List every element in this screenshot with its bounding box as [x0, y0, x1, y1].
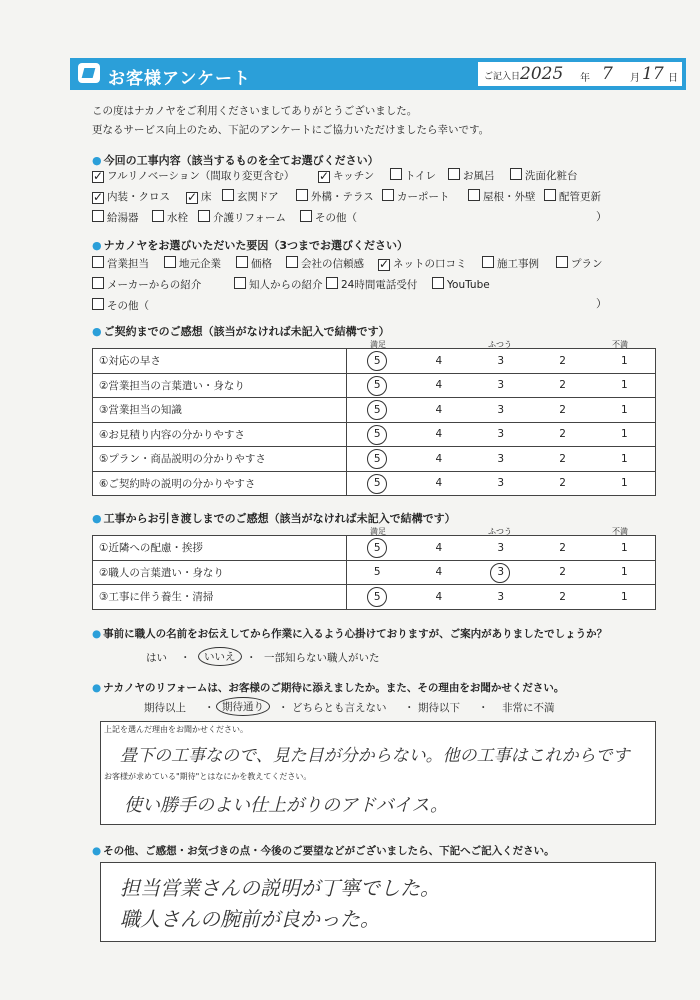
q3-row-label: ④お見積り内容の分かりやすさ [93, 422, 347, 447]
q1-option[interactable]: 玄関ドア [222, 189, 279, 204]
table-row [93, 536, 656, 561]
q3-row-label: ①対応の早さ [93, 349, 347, 374]
score-cell[interactable]: 1 [594, 585, 656, 610]
q6-reason-answer: 畳下の工事なので、見た目が分からない。他の工事はこれからです [120, 746, 630, 766]
selected-circle [367, 474, 387, 494]
q4-rating-table [92, 535, 656, 610]
q1-option[interactable]: ✓ 床 [186, 189, 212, 204]
q6-option: ・ [204, 702, 215, 714]
q3-scale-mid: ふつう [488, 340, 512, 349]
month-unit: 月 [630, 73, 640, 84]
q3-title: ● ご契約までのご感想（該当がなければ未記入で結構です） [92, 323, 390, 339]
score-cell[interactable]: 3 [470, 585, 532, 610]
score-cell[interactable]: 2 [532, 398, 594, 423]
intro-line-2: 更なるサービス向上のため、下記のアンケートにご協力いただけましたら幸いです。 [92, 124, 490, 136]
selected-circle [490, 563, 510, 583]
score-cell[interactable]: 3 [470, 349, 532, 374]
q2-option[interactable]: メーカーからの紹介 [92, 277, 201, 292]
score-cell[interactable]: 3 [470, 560, 532, 585]
score-cell[interactable]: 1 [594, 373, 656, 398]
score-cell[interactable]: 4 [408, 373, 470, 398]
q1-option[interactable]: カーポート [382, 189, 450, 204]
q2-option[interactable]: 24時間電話受付 [326, 277, 417, 292]
score-cell[interactable]: 4 [408, 585, 470, 610]
q1-close-paren: ） [596, 210, 607, 223]
score-cell[interactable]: 1 [594, 471, 656, 496]
score-cell[interactable]: 2 [532, 422, 594, 447]
q6-expect-answer: 使い勝手のよい仕上がりのアドバイス。 [124, 795, 448, 816]
score-cell[interactable]: 5 [346, 373, 408, 398]
q7-answer-line-2: 職人さんの腕前が良かった。 [120, 907, 380, 931]
q1-option[interactable]: 洗面化粧台 [510, 168, 578, 183]
q3-row-label: ⑥ご契約時の説明の分かりやすさ [93, 471, 347, 496]
score-cell[interactable]: 5 [346, 471, 408, 496]
date-month: 7 [602, 64, 613, 84]
score-cell[interactable]: 1 [594, 447, 656, 472]
table-row [93, 349, 656, 374]
q4-scale-low: 不満 [612, 527, 628, 536]
q4-row-label: ②職人の言葉遣い・身なり [93, 560, 347, 585]
q4-scale-high: 満足 [370, 527, 386, 536]
score-cell[interactable]: 5 [346, 349, 408, 374]
q1-option[interactable]: ✓ キッチン [318, 168, 374, 183]
q1-option[interactable]: トイレ [390, 168, 436, 183]
selected-circle [367, 538, 387, 558]
score-cell[interactable]: 3 [470, 447, 532, 472]
q2-option[interactable]: 営業担当 [92, 256, 149, 271]
score-cell[interactable]: 4 [408, 447, 470, 472]
score-cell[interactable]: 3 [470, 536, 532, 561]
table-row [93, 373, 656, 398]
score-cell[interactable]: 2 [532, 536, 594, 561]
date-label: ご記入日 [484, 72, 521, 82]
score-cell[interactable]: 2 [532, 373, 594, 398]
q2-option[interactable]: 価格 [236, 256, 272, 271]
q1-option[interactable]: 屋根・外壁 [468, 189, 536, 204]
selected-circle [367, 376, 387, 396]
q3-row-label: ③営業担当の知識 [93, 398, 347, 423]
page-title: お客様アンケート [108, 69, 251, 89]
score-cell[interactable]: 4 [408, 536, 470, 561]
table-row [93, 447, 656, 472]
q2-title: ● ナカノヤをお選びいただいた要因（3つまでお選びください） [92, 237, 408, 253]
q1-option[interactable]: 水栓 [152, 210, 188, 225]
q5-option[interactable]: いいえ [198, 647, 242, 666]
score-cell[interactable]: 5 [346, 422, 408, 447]
day-unit: 日 [668, 73, 678, 84]
q4-row-label: ③工事に伴う養生・清掃 [93, 585, 347, 610]
selected-circle [367, 351, 387, 371]
q2-option[interactable]: YouTube [432, 277, 490, 291]
year-unit: 年 [580, 73, 590, 84]
q5-option: ・ [180, 652, 191, 664]
q6-option[interactable]: 期待通り [216, 697, 270, 716]
q6-reason-prompt: 上記を選んだ理由をお聞かせください。 [104, 725, 248, 734]
q2-option[interactable]: 地元企業 [164, 256, 221, 271]
score-cell[interactable]: 2 [532, 349, 594, 374]
selected-circle [367, 449, 387, 469]
q7-title: ● その他、ご感想・お気づきの点・今後のご要望などがございましたら、下記へご記入ください。 [92, 843, 555, 858]
selected-circle [367, 587, 387, 607]
q4-row-label: ①近隣への配慮・挨拶 [93, 536, 347, 561]
q3-scale-low: 不満 [612, 340, 628, 349]
q1-option[interactable]: ✓ フルリノベーション（間取り変更含む） [92, 168, 294, 183]
table-row [93, 585, 656, 610]
q2-option[interactable]: その他（ [92, 298, 149, 313]
score-cell[interactable]: 3 [470, 373, 532, 398]
q2-option[interactable]: 会社の信頼感 [286, 256, 364, 271]
q1-option[interactable]: その他（ [300, 210, 357, 225]
q1-option[interactable]: 外構・テラス [296, 189, 374, 204]
score-cell[interactable]: 5 [346, 560, 408, 585]
q1-option[interactable]: 介護リフォーム [198, 210, 286, 225]
company-logo-icon [78, 63, 100, 83]
table-row [93, 398, 656, 423]
q5-option: ・ [246, 652, 257, 664]
date-year: 2025 [520, 64, 564, 84]
score-cell[interactable]: 5 [346, 585, 408, 610]
q7-answer-line-1: 担当営業さんの説明が丁寧でした。 [120, 876, 440, 900]
score-cell[interactable]: 1 [594, 536, 656, 561]
q1-option[interactable]: お風呂 [448, 168, 495, 183]
q2-option[interactable]: ✓ ネットの口コミ [378, 256, 467, 271]
selected-circle [367, 425, 387, 445]
q3-row-label: ②営業担当の言葉遣い・身なり [93, 373, 347, 398]
score-cell[interactable]: 4 [408, 422, 470, 447]
q6-option: ・ [278, 702, 289, 714]
score-cell[interactable]: 1 [594, 422, 656, 447]
score-cell[interactable]: 4 [408, 349, 470, 374]
q3-scale-high: 満足 [370, 340, 386, 349]
score-cell[interactable]: 3 [470, 422, 532, 447]
intro-line-1: この度はナカノヤをご利用くださいましてありがとうございました。 [92, 105, 418, 117]
q1-option[interactable]: 給湯器 [92, 210, 139, 225]
score-cell[interactable]: 3 [470, 398, 532, 423]
q3-rating-table [92, 348, 656, 496]
q3-row-label: ⑤プラン・商品説明の分かりやすさ [93, 447, 347, 472]
q4-title: ● 工事からお引き渡しまでのご感想（該当がなければ未記入で結構です） [92, 510, 456, 526]
score-cell[interactable]: 4 [408, 560, 470, 585]
q6-option: ・ [404, 702, 415, 714]
score-cell[interactable]: 1 [594, 349, 656, 374]
q1-option[interactable]: 配管更新 [544, 189, 601, 204]
q2-option[interactable]: 知人からの紹介 [234, 277, 323, 292]
q6-expect-prompt: お客様が求めている"期待"とはなにかを教えてください。 [104, 772, 312, 781]
score-cell[interactable]: 2 [532, 471, 594, 496]
score-cell[interactable]: 2 [532, 585, 594, 610]
q5-title: ● 事前に職人の名前をお伝えしてから作業に入るよう心掛けておりますが、ご案内がありましたでしょうか？ [92, 626, 607, 641]
score-cell[interactable]: 2 [532, 560, 594, 585]
score-cell[interactable]: 3 [470, 471, 532, 496]
q6-option[interactable]: どちらとも言えない [292, 702, 387, 714]
q4-scale-mid: ふつう [488, 527, 512, 536]
table-row [93, 560, 656, 585]
score-cell[interactable]: 1 [594, 560, 656, 585]
selected-circle [367, 400, 387, 420]
q5-option[interactable]: はい [146, 652, 167, 664]
q5-option[interactable]: 一部知らない職人がいた [264, 652, 380, 664]
q6-option[interactable]: 期待以上 [144, 702, 186, 714]
score-cell[interactable]: 4 [408, 471, 470, 496]
q1-title: ● 今回の工事内容（該当するものを全てお選びください） [92, 152, 379, 168]
score-cell[interactable]: 1 [594, 398, 656, 423]
score-cell[interactable]: 5 [346, 398, 408, 423]
q2-option[interactable]: プラン [556, 256, 603, 271]
score-cell[interactable]: 5 [346, 536, 408, 561]
q6-option[interactable]: 非常に不満 [502, 702, 555, 714]
score-cell[interactable]: 2 [532, 447, 594, 472]
table-row [93, 422, 656, 447]
q1-option[interactable]: ✓ 内装・クロス [92, 189, 170, 204]
q6-title: ● ナカノヤのリフォームは、お客様のご期待に添えましたか。また、その理由をお聞かせください。 [92, 680, 564, 695]
table-row [93, 471, 656, 496]
q6-option[interactable]: 期待以下 [418, 702, 460, 714]
q6-option: ・ [478, 702, 489, 714]
date-day: 17 [642, 64, 664, 84]
score-cell[interactable]: 5 [346, 447, 408, 472]
q2-option[interactable]: 施工事例 [482, 256, 539, 271]
score-cell[interactable]: 4 [408, 398, 470, 423]
q2-close-paren: ） [596, 297, 607, 310]
